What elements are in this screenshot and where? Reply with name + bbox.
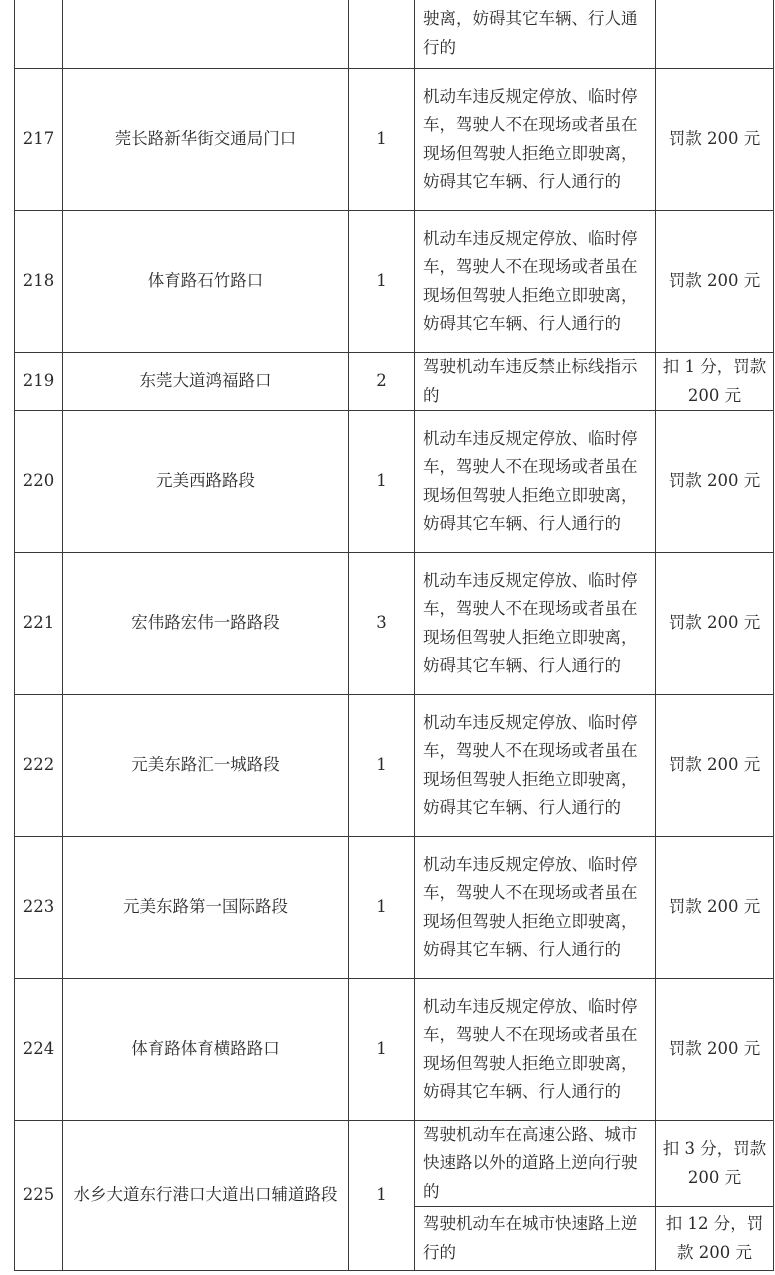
penalty-cell: 罚款 200 元	[656, 69, 774, 211]
location-cell: 莞长路新华街交通局门口	[63, 69, 349, 211]
violation-cell: 机动车违反规定停放、临时停车，驾驶人不在现场或者虽在现场但驾驶人拒绝立即驶离，妨碍其它车辆、行人通行的	[415, 69, 656, 211]
penalty-cell: 罚款 200 元	[656, 695, 774, 837]
penalty-cell: 扣 12 分，罚款 200 元	[656, 1207, 774, 1271]
penalty-cell: 罚款 200 元	[656, 211, 774, 353]
violation-cell: 机动车违反规定停放、临时停车，驾驶人不在现场或者虽在现场但驾驶人拒绝立即驶离，妨碍其它车辆、行人通行的	[415, 553, 656, 695]
row-number-cell: 224	[15, 979, 63, 1121]
location-cell: 东莞大道鸿福路口	[63, 353, 349, 411]
violation-cell: 驾驶机动车违反禁止标线指示的	[415, 353, 656, 411]
penalty-cell: 扣 1 分，罚款 200 元	[656, 353, 774, 411]
violation-cell	[415, 0, 656, 69]
table-row	[15, 837, 774, 979]
violation-cell: 机动车违反规定停放、临时停车，驾驶人不在现场或者虽在现场但驾驶人拒绝立即驶离，妨碍其它车辆、行人通行的	[415, 979, 656, 1121]
violations-table	[14, 0, 774, 1271]
count-cell: 1	[349, 211, 415, 353]
table-row	[15, 1121, 774, 1207]
table-row	[15, 979, 774, 1121]
violation-text: 驶离，妨碍其它车辆、行人通行的	[423, 9, 638, 57]
row-number-cell: 221	[15, 553, 63, 695]
violation-cell: 驾驶机动车在高速公路、城市快速路以外的道路上逆向行驶的	[415, 1121, 656, 1207]
row-number-cell: 217	[15, 69, 63, 211]
violation-cell: 机动车违反规定停放、临时停车，驾驶人不在现场或者虽在现场但驾驶人拒绝立即驶离，妨碍其它车辆、行人通行的	[415, 837, 656, 979]
row-number-cell: 223	[15, 837, 63, 979]
table-row	[15, 553, 774, 695]
table-row	[15, 0, 774, 69]
location-cell	[63, 0, 349, 69]
table-row	[15, 353, 774, 411]
count-cell: 1	[349, 837, 415, 979]
table-row	[15, 69, 774, 211]
violation-cell: 机动车违反规定停放、临时停车，驾驶人不在现场或者虽在现场但驾驶人拒绝立即驶离，妨碍其它车辆、行人通行的	[415, 695, 656, 837]
location-cell: 体育路石竹路口	[63, 211, 349, 353]
row-number-cell: 225	[15, 1121, 63, 1271]
row-number-cell	[15, 0, 63, 69]
penalty-cell: 罚款 200 元	[656, 837, 774, 979]
table-row	[15, 211, 774, 353]
location-cell: 宏伟路宏伟一路路段	[63, 553, 349, 695]
row-number-cell: 220	[15, 411, 63, 553]
count-cell	[349, 0, 415, 69]
penalty-cell: 罚款 200 元	[656, 553, 774, 695]
violation-cell: 驾驶机动车在城市快速路上逆行的	[415, 1207, 656, 1271]
violation-cell: 机动车违反规定停放、临时停车，驾驶人不在现场或者虽在现场但驾驶人拒绝立即驶离，妨碍其它车辆、行人通行的	[415, 211, 656, 353]
count-cell: 1	[349, 979, 415, 1121]
penalty-cell: 罚款 200 元	[656, 979, 774, 1121]
count-cell: 2	[349, 353, 415, 411]
row-number-cell: 219	[15, 353, 63, 411]
count-cell: 1	[349, 411, 415, 553]
penalty-cell: 扣 3 分，罚款 200 元	[656, 1121, 774, 1207]
violation-cell: 机动车违反规定停放、临时停车，驾驶人不在现场或者虽在现场但驾驶人拒绝立即驶离，妨碍其它车辆、行人通行的	[415, 411, 656, 553]
location-cell: 水乡大道东行港口大道出口辅道路段	[63, 1121, 349, 1271]
location-cell: 体育路体育横路路口	[63, 979, 349, 1121]
location-cell: 元美东路第一国际路段	[63, 837, 349, 979]
count-cell: 1	[349, 695, 415, 837]
penalty-cell	[656, 0, 774, 69]
location-cell: 元美西路路段	[63, 411, 349, 553]
penalty-cell: 罚款 200 元	[656, 411, 774, 553]
row-number-cell: 218	[15, 211, 63, 353]
table-row	[15, 411, 774, 553]
count-cell: 3	[349, 553, 415, 695]
location-cell: 元美东路汇一城路段	[63, 695, 349, 837]
table-row	[15, 695, 774, 837]
count-cell: 1	[349, 1121, 415, 1271]
row-number-cell: 222	[15, 695, 63, 837]
count-cell: 1	[349, 69, 415, 211]
